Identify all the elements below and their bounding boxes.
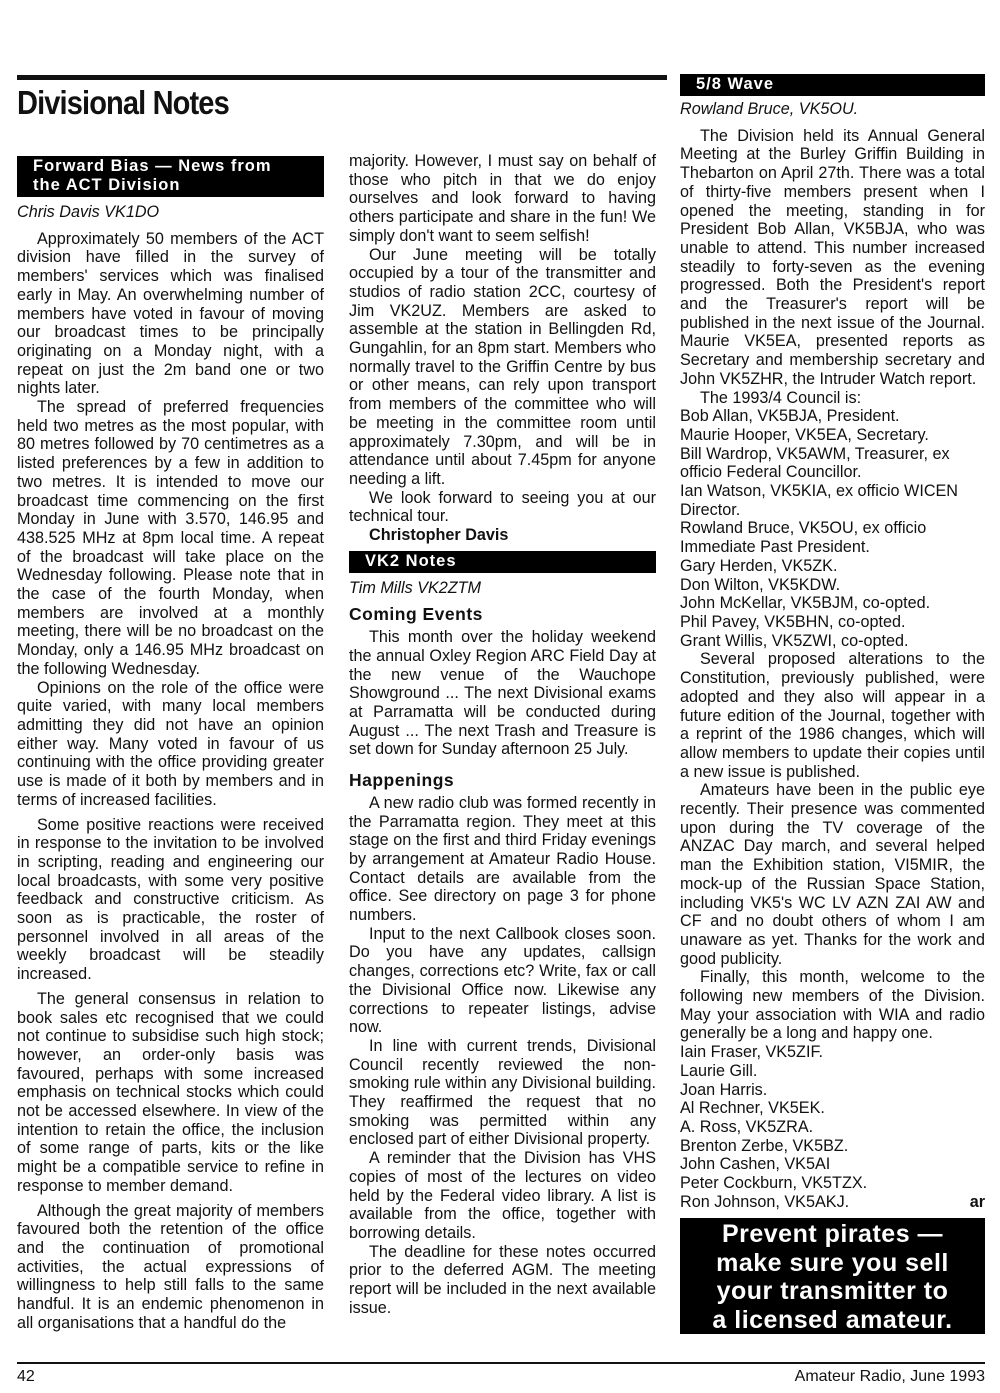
byline: Rowland Bruce, VK5OU. — [680, 100, 859, 118]
paragraph-continuation: majority. However, I must say on behalf of those who pitch in that we do enjoy ourselves and look forward to having others participate and share in the fun! We simply don't want to seem selfish! — [349, 152, 656, 245]
new-member: Ron Johnson, VK5AKJ. — [680, 1192, 850, 1211]
new-member: A. Ross, VK5ZRA. — [680, 1117, 814, 1136]
council-member: Gary Herden, VK5ZK. — [680, 556, 838, 575]
paragraph: The spread of preferred frequencies held two metres as the most popular, with 80 metres followed by 70 centimetres as a listed preferences by a few in addition to two metres. It is intended to move our broadcast time commencing on the first Monday in June with 3.570, 146.95 and 438.525 MHz at 8pm local time. A repeat of the broadcast will take place on the Wednesday following. Please note that in the case of the fourth Monday, when members are involved at a monthly meeting, there will be no broadcast on the Monday, only a 146.95 MHz broadcast on the following Wednesday. — [17, 398, 324, 678]
council-member: John McKellar, VK5BJM, co-opted. — [680, 594, 931, 613]
paragraph: Input to the next Callbook closes soon. Do you have any updates, callsign changes, corrections etc? Write, fax or call the Divisional Office now. Likewise any corrections to repeater listings, advise now. — [349, 924, 656, 1037]
byline: Chris Davis VK1DO — [17, 203, 160, 221]
paragraph: Some positive reactions were received in response to the invitation to be involved in scripting, reading and engineering our local broadcasts, with some very positive feedback and constructive criticism. As soon as is practicable, the roster of personnel involved in all areas of the weekly broadcast will be steadily increased. — [17, 815, 324, 984]
council-member: Phil Pavey, VK5BHN, co-opted. — [680, 612, 906, 631]
council-member: Bob Allan, VK5BJA, President. — [680, 407, 900, 426]
page-number: 42 — [17, 1368, 35, 1385]
new-member: Al Rechner, VK5EK. — [680, 1099, 825, 1118]
byline: Tim Mills VK2ZTM — [349, 578, 482, 597]
paragraph: In line with current trends, Divisional Council recently reviewed the non-smoking rule within any Divisional building. They reaffirmed the request that no smoking was permitted within any enclosed part of either Divisional property. — [349, 1036, 656, 1149]
top-rule — [17, 75, 667, 80]
new-member: Peter Cockburn, VK5TZX. — [680, 1174, 868, 1193]
council-member: Ian Watson, VK5KIA, ex officio WICEN Director. — [680, 482, 958, 519]
promo-line: your transmitter to — [716, 1277, 949, 1305]
column-five-eighths-wave — [680, 74, 985, 1211]
section-banner-five-eighths-wave: 5/8 Wave — [680, 74, 985, 96]
paragraph: Amateurs have been in the public eye recently. Their presence was commented upon during the TV coverage of the ANZAC Day march, and several helped man the Exhibition station, VI5MIR, the mock-up of the Russian Space Station, including VK5's WC LV AZN ZAI AW and CF and no doubt others of whom I am unaware as yet. Thanks for the work and good publicity. — [680, 781, 985, 968]
paragraph: Although the great majority of members favoured both the retention of the office and the continuation of promotional activities, the actual expressions of willingness to help still falls to the same handful. It is an endemic phenomenon in all organisations that a handful do the — [17, 1201, 324, 1332]
paragraph: Our June meeting will be totally occupied by a tour of the transmitter and studios of radio station 2CC, courtesy of Jim VK2UZ. Members are asked to assemble at the station in Bellingden Rd, Gungahlin, for an 8pm start. Members who normally travel to the Griffin Centre by bus or other means, can rely upon transport from members of the committee who will be meeting in the committee room until approximately 7.30pm, and will be in attendance until about 7.45pm for anyone needing a lift. — [349, 245, 656, 488]
subheading-coming-events: Coming Events — [349, 604, 483, 625]
banner-line: the ACT Division — [33, 176, 181, 194]
promo-box — [680, 1218, 985, 1334]
end-mark: ar — [969, 1192, 985, 1211]
new-member-last — [680, 1193, 985, 1212]
new-member: Iain Fraser, VK5ZIF. — [680, 1043, 824, 1062]
council-member: Grant Willis, VK5ZWI, co-opted. — [680, 631, 909, 650]
council-member: Don Wilton, VK5KDW. — [680, 575, 841, 594]
council-member: Bill Wardrop, VK5AWM, Treasurer, ex officio Federal Councillor. — [680, 444, 950, 482]
paragraph: The deadline for these notes occurred prior to the deferred AGM. The meeting report will be included in the next available issue. — [349, 1242, 656, 1317]
paragraph: This month over the holiday weekend the annual Oxley Region ARC Field Day at the new venue of the Wauchope Showground ... The next Divisional exams at Parramatta will be conducted during August ... The next Trash and Treasure is set down for Sunday afternoon 25 July. — [349, 628, 656, 759]
paragraph: Opinions on the role of the office were quite varied, with many local members admitting they did not have an opinion either way. Many voted in favour of us continuing with the office providing greater use is made of it both by members and in terms of increased facilities. — [17, 678, 324, 809]
new-member: Laurie Gill. — [680, 1061, 758, 1080]
council-intro: The 1993/4 Council is: — [700, 388, 862, 407]
paragraph: Finally, this month, welcome to the following new members of the Division. May your association with WIA and radio generally be a long and happy one. — [680, 968, 985, 1043]
new-member: Joan Harris. — [680, 1080, 768, 1099]
section-banner-vk2-notes: VK2 Notes — [349, 551, 656, 573]
section-banner-forward-bias — [17, 156, 324, 197]
council-member: Maurie Hooper, VK5EA, Secretary. — [680, 425, 929, 444]
new-member: John Cashen, VK5AI — [680, 1155, 831, 1174]
footer-rule — [17, 1362, 985, 1364]
paragraph: Approximately 50 members of the ACT division have filled in the survey of members' services which was finalised early in May. An overwhelming number of members have voted in favour of moving our broadcast times to be principally originating on a Monday night, with a repeat on just the 2m band one or two nights later. — [17, 229, 324, 398]
promo-line: Prevent pirates — — [721, 1220, 944, 1248]
page-title: Divisional Notes — [17, 84, 229, 121]
council-member: Rowland Bruce, VK5OU, ex officio Immediate Past President. — [680, 519, 927, 557]
banner-line: Forward Bias — News from — [33, 157, 272, 175]
promo-line: a licensed amateur. — [712, 1305, 953, 1334]
paragraph: Several proposed alterations to the Constitution, previously published, were adopted and they also will appear in a future edition of the Journal, together with a reprint of the 1986 changes, which will allow members to update their copies until a new issue is published. — [680, 650, 985, 781]
paragraph: The general consensus in relation to book sales etc recognised that we could not continue to subsidise such high stock; however, an order-only basis was favoured, perhaps with some increased emphasis on technical stocks which could not be accessed elsewhere. In view of the intention to retain the office, the inclusion of some range of parts, kits or the like might be a compatible service to refine in response to member demand. — [17, 989, 324, 1195]
column-vk2 — [349, 152, 656, 1317]
column-act-division — [17, 156, 324, 1332]
signature: Christopher Davis — [369, 526, 509, 545]
paragraph: A new radio club was formed recently in the Parramatta region. They meet at this stage on the first and third Friday evenings by arrangement at Amateur Radio House. Contact details are available from the office. See directory on page 3 for phone numbers. — [349, 793, 656, 925]
publication-footer: Amateur Radio, June 1993 — [794, 1368, 985, 1385]
new-member: Brenton Zerbe, VK5BZ. — [680, 1136, 849, 1155]
promo-line: make sure you sell — [716, 1248, 949, 1277]
paragraph: The Division held its Annual General Meeting at the Burley Griffin Building in Thebarton on April 27th. There was a total of thirty-five members present when I opened the meeting, standing in for President Bob Allan, VK5BJA, who was unable to attend. This number increased steadily to forty-seven as the evening progressed. Both the President's report and the Treasurer's report will be published in the next issue of the Journal. Maurie VK5EA, presented reports as Secretary and membership secretary and John VK5ZHR, the Intruder Watch report. — [680, 126, 985, 388]
paragraph: We look forward to seeing you at our technical tour. — [349, 488, 656, 526]
subheading-happenings: Happenings — [349, 770, 455, 791]
paragraph: A reminder that the Division has VHS copies of most of the lectures on video held by the Federal video library. A list is available from the office, together with borrowing details. — [349, 1149, 656, 1242]
